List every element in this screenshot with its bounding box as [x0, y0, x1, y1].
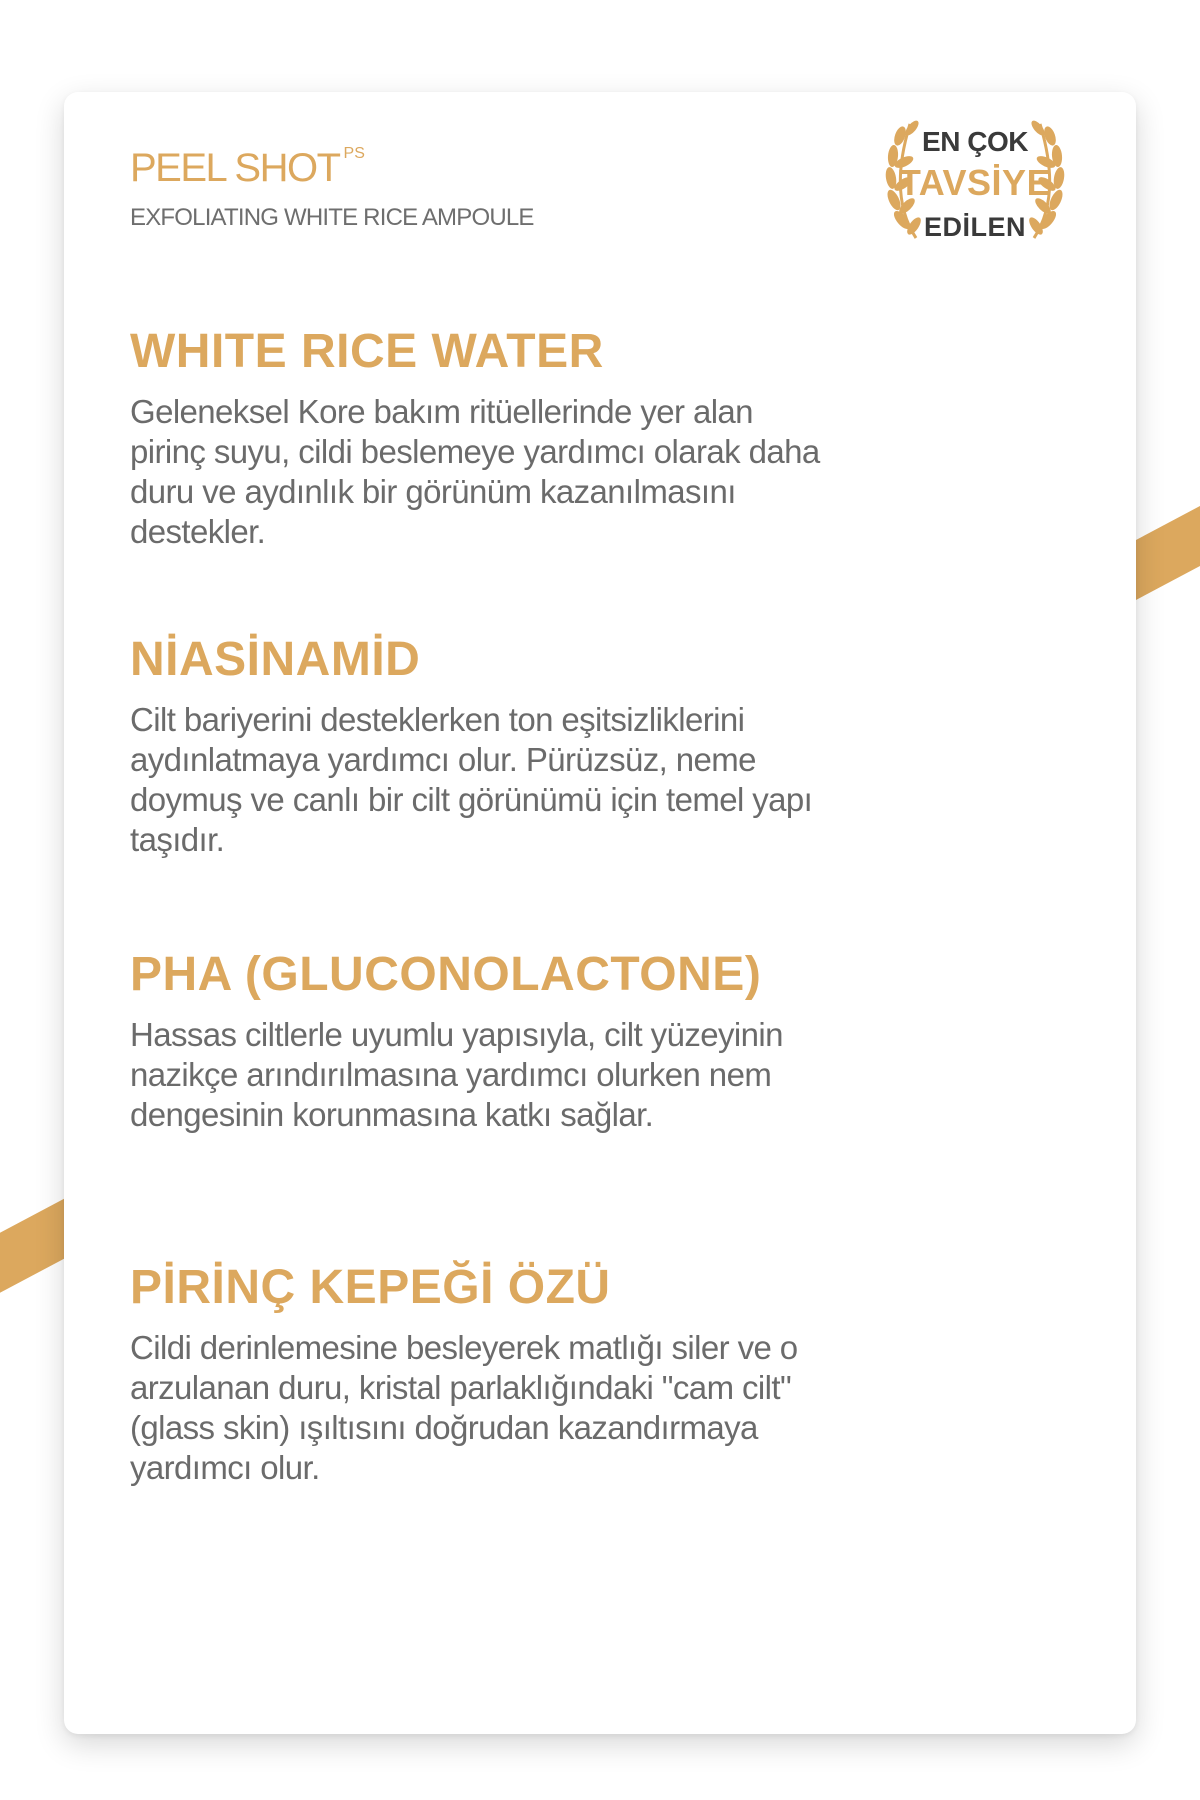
section-text: Cildi derinlemesine besleyerek matlığı siler ve o arzulanan duru, kristal parlaklığındaki "cam cilt" (glass skin) ışıltısını doğrudan kazandırmaya yardımcı olur.: [130, 1329, 798, 1486]
badge-line-2: TAVSİYE: [898, 162, 1052, 203]
section-text: Hassas ciltlerle uyumlu yapısıyla, cilt yüzeyinin nazikçe arındırılmasına yardımcı olurken nem dengesinin korunmasına katkı sağlar.: [130, 1016, 783, 1133]
product-info-card: [64, 92, 1136, 1734]
brand-title: [130, 145, 365, 190]
ingredient-section-rice-bran: [130, 1260, 890, 1488]
section-title: WHITE RICE WATER: [130, 325, 604, 378]
decorative-stripe-right: [1136, 476, 1200, 600]
section-title: PİRİNÇ KEPEĞİ ÖZÜ: [130, 1261, 611, 1314]
ingredient-section-rice-water: [130, 324, 890, 552]
recommendation-badge: [870, 114, 1080, 254]
product-subtitle: EXFOLIATING WHITE RICE AMPOULE: [130, 204, 534, 231]
ingredient-section-pha: [130, 947, 890, 1135]
decorative-stripe-left: [0, 1198, 65, 1330]
badge-line-1: EN ÇOK: [922, 126, 1028, 157]
section-text: Geleneksel Kore bakım ritüellerinde yer alan pirinç suyu, cildi beslemeye yardımcı olarak daha duru ve aydınlık bir görünüm kazanılmasını destekler.: [130, 393, 820, 550]
ingredient-section-niacinamide: [130, 632, 890, 860]
brand-name: PEEL SHOT: [130, 146, 340, 190]
section-text: Cilt bariyerini desteklerken ton eşitsizliklerini aydınlatmaya yardımcı olur. Pürüzsüz, neme doymuş ve canlı bir cilt görünümü için temel yapı taşıdır.: [130, 701, 813, 858]
section-title: PHA (GLUCONOLACTONE): [130, 948, 762, 1001]
badge-line-3: EDİLEN: [923, 212, 1026, 242]
brand-superscript: PS: [343, 145, 365, 162]
section-title: NİASİNAMİD: [130, 633, 421, 686]
